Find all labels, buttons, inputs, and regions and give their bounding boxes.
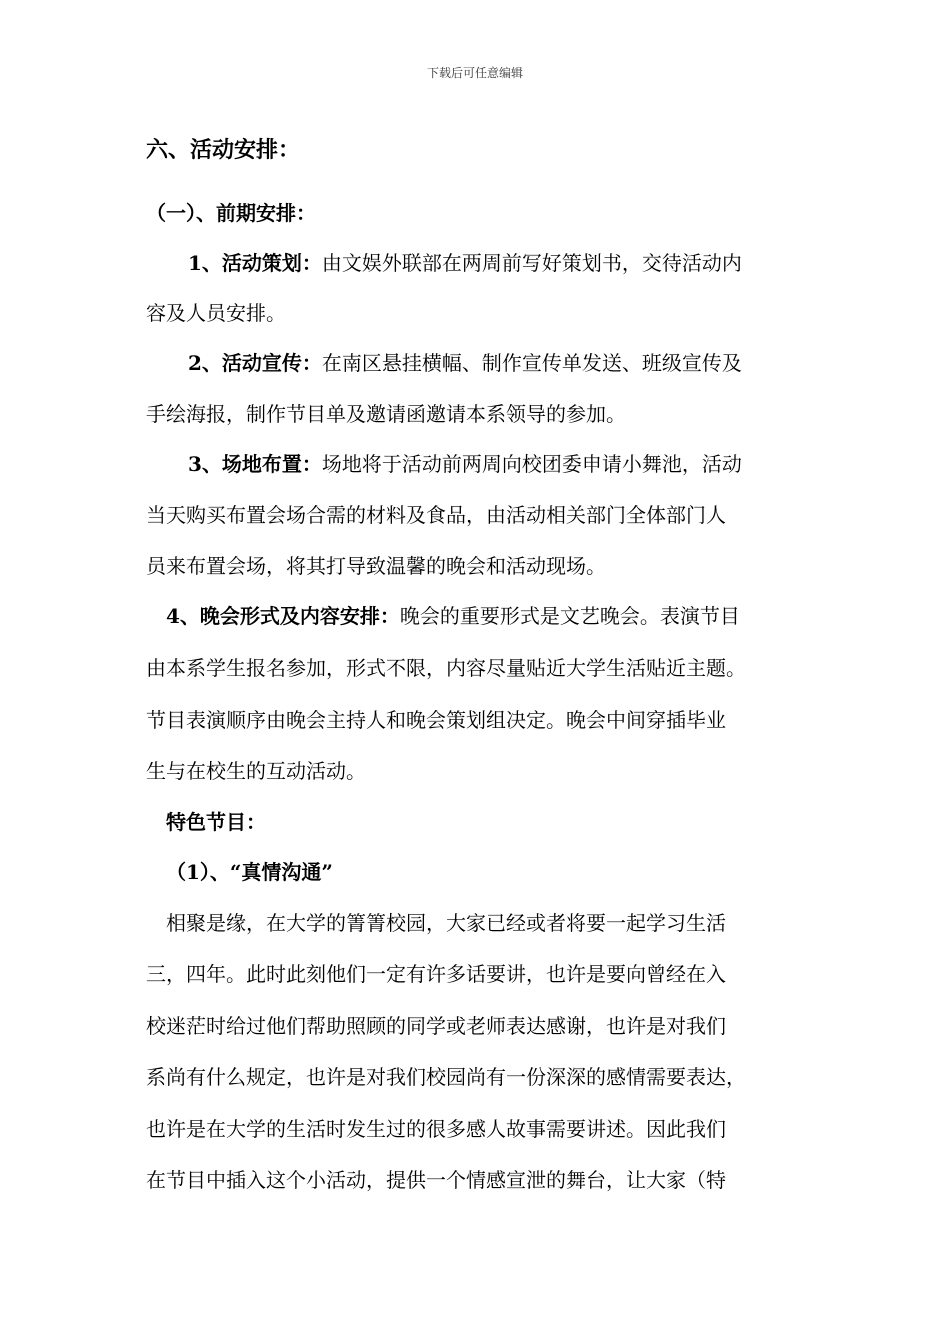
item-4-label: 4、晚会形式及内容安排： <box>166 604 400 628</box>
paragraph-line-1: 相聚是缘，在大学的箐箐校园，大家已经或者将要一起学习生活 <box>166 911 726 935</box>
paragraph-line-5: 也许是在大学的生活时发生过的很多感人故事需要讲述。因此我们 <box>146 1117 726 1141</box>
item-2-line-2: 手绘海报，制作节目单及邀请函邀请本系领导的参加。 <box>146 402 626 426</box>
section-title: 六、活动安排： <box>146 137 301 163</box>
item-4-line-4: 生与在校生的互动活动。 <box>146 759 366 783</box>
item-4-line-1 <box>166 600 846 632</box>
featured-title: 特色节目： <box>166 810 266 834</box>
subsection-title: （一）、前期安排： <box>146 201 316 225</box>
paragraph-line-3: 校迷茫时给过他们帮助照顾的同学或老师表达感谢，也许是对我们 <box>146 1014 726 1038</box>
paragraph-line-4: 系尚有什么规定，也许是对我们校园尚有一份深深的感情需要表达， <box>146 1065 746 1089</box>
item-4-line-3: 节目表演顺序由晚会主持人和晚会策划组决定。晚会中间穿插毕业 <box>146 708 726 732</box>
page-header-note: 下载后可任意编辑 <box>426 66 523 80</box>
item-3-label: 3、场地布置： <box>188 452 322 476</box>
item-3-line-2: 当天购买布置会场合需的材料及食品，由活动相关部门全体部门人 <box>146 503 726 527</box>
item-2-label: 2、活动宣传： <box>188 351 322 375</box>
item-2-line-1 <box>188 347 868 379</box>
paragraph-line-2: 三，四年。此时此刻他们一定有许多话要讲，也许是要向曾经在入 <box>146 962 726 986</box>
program-title: （1）、“真情沟通” <box>166 860 333 884</box>
item-3-text: 场地将于活动前两周向校团委申请小舞池，活动 <box>321 452 742 476</box>
item-4-line-2: 由本系学生报名参加，形式不限，内容尽量贴近大学生活贴近主题。 <box>146 656 746 680</box>
item-2-text: 在南区悬挂横幅、制作宣传单发送、班级宣传及 <box>321 351 742 375</box>
item-1-line-2: 容及人员安排。 <box>146 301 286 325</box>
item-3-line-3: 员来布置会场，将其打导致温馨的晚会和活动现场。 <box>146 554 606 578</box>
paragraph-line-6: 在节目中插入这个小活动，提供一个情感宣泄的舞台，让大家（特 <box>146 1168 726 1192</box>
item-1-text: 由文娱外联部在两周前写好策划书，交待活动内 <box>321 251 742 275</box>
item-1-label: 1、活动策划： <box>188 251 322 275</box>
item-1-line-1 <box>188 247 868 279</box>
item-3-line-1 <box>188 448 868 480</box>
item-4-text: 晚会的重要形式是文艺晚会。表演节目 <box>399 604 740 628</box>
